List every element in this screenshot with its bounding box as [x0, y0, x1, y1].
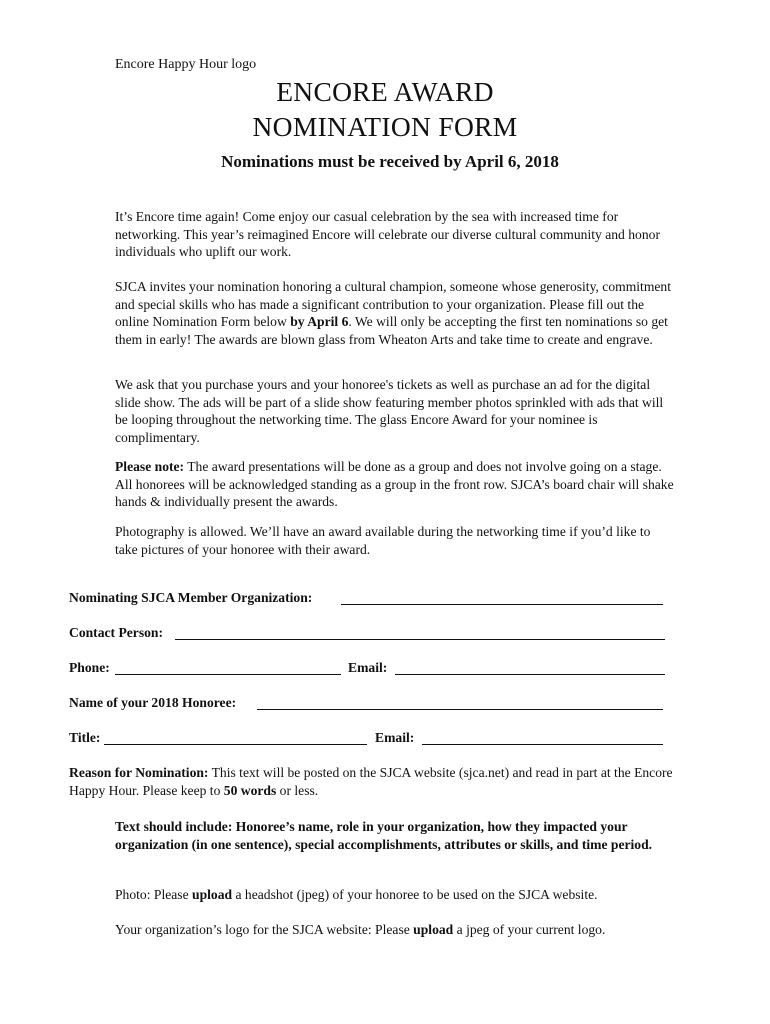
honoree-field[interactable] [257, 709, 663, 710]
please-note-text: The award presentations will be done as a group and does not involve going on a stage. All honorees will be acknowledged standing as a group in the front row. SJCA’s board chair will shake hands & individually present the awards. [115, 459, 674, 510]
contact-label: Contact Person: [69, 625, 164, 640]
logo-text-a: Your organization’s logo for the SJCA website: Please [115, 922, 414, 937]
photo-upload-link[interactable]: upload [192, 887, 233, 902]
title-field[interactable] [104, 744, 367, 745]
intro-paragraph-3: We ask that you purchase yours and your honoree's tickets as well as purchase an ad for the digital slide show. The ads will be part of a slide show featuring member photos sprinkled with ads that will be looping throughout the networking time. The glass Encore Award for your nominee is complimentary. [115, 377, 664, 446]
form-title-line2: NOMINATION FORM [252, 111, 518, 142]
p2-text-c: . We will only be accepting the first ten nominations so get them in early! The awards are blown glass from Wheaton Arts and take time to create and engrave. [115, 314, 668, 348]
reason-text-c: or less. [276, 782, 319, 798]
p2-deadline-bold: by April 6 [290, 314, 349, 330]
photo-text-a: Photo: Please [115, 887, 193, 902]
email-field-2[interactable] [422, 744, 663, 745]
photo-text-c: a headshot (jpeg) of your honoree to be used on the SJCA website. [232, 887, 598, 902]
intro-paragraph-5: Photography is allowed. We’ll have an award available during the networking time if you’d like to take pictures of your honoree with their award. [115, 524, 651, 557]
logo-upload-link[interactable]: upload [413, 922, 454, 937]
title-label: Title: [69, 730, 101, 745]
reason-word-limit: 50 words [223, 782, 277, 798]
contact-field[interactable] [175, 639, 665, 640]
email-label-1: Email: [348, 660, 388, 675]
photo-upload-line [115, 886, 695, 904]
p2-text-a: SJCA invites your nomination honoring a cultural champion, someone whose generosity, commitment and special skills who has made a significant contribution to your organization. Please fill out the online Nomination Form below [115, 279, 672, 330]
intro-paragraph-2 [115, 278, 675, 349]
intro-paragraph-1: It’s Encore time again! Come enjoy our casual celebration by the sea with increased time for networking. This year’s reimagined Encore will celebrate our diverse cultural community and honor individuals who uplift our work. [115, 209, 660, 260]
logo-upload-line [115, 921, 695, 939]
text-instructions: Text should include: Honoree’s name, role in your organization, how they impacted your organization (in one sentence), special accomplishments, attributes or skills, and time period. [115, 819, 653, 852]
email-label-2: Email: [375, 730, 415, 745]
email-field-1[interactable] [395, 674, 665, 675]
org-label: Nominating SJCA Member Organization: [69, 590, 313, 605]
please-note-label: Please note: [115, 459, 185, 474]
deadline-subtitle: Nominations must be received by April 6, 2018 [221, 152, 559, 171]
reason-text-a: This text will be posted on the SJCA website (sjca.net) and read in part at the Encore Happy Hour. Please keep to [69, 765, 673, 798]
logo-text-c: a jpeg of your current logo. [453, 922, 606, 937]
form-title-line1: ENCORE AWARD [276, 76, 494, 107]
phone-field[interactable] [115, 674, 341, 675]
intro-paragraph-4 [115, 458, 675, 511]
reason-label: Reason for Nomination: [69, 765, 209, 780]
phone-label: Phone: [69, 660, 110, 675]
org-field[interactable] [341, 604, 663, 605]
logo-placeholder-text: Encore Happy Hour logo [115, 57, 257, 72]
reason-for-nomination [69, 764, 694, 799]
honoree-label: Name of your 2018 Honoree: [69, 695, 237, 710]
